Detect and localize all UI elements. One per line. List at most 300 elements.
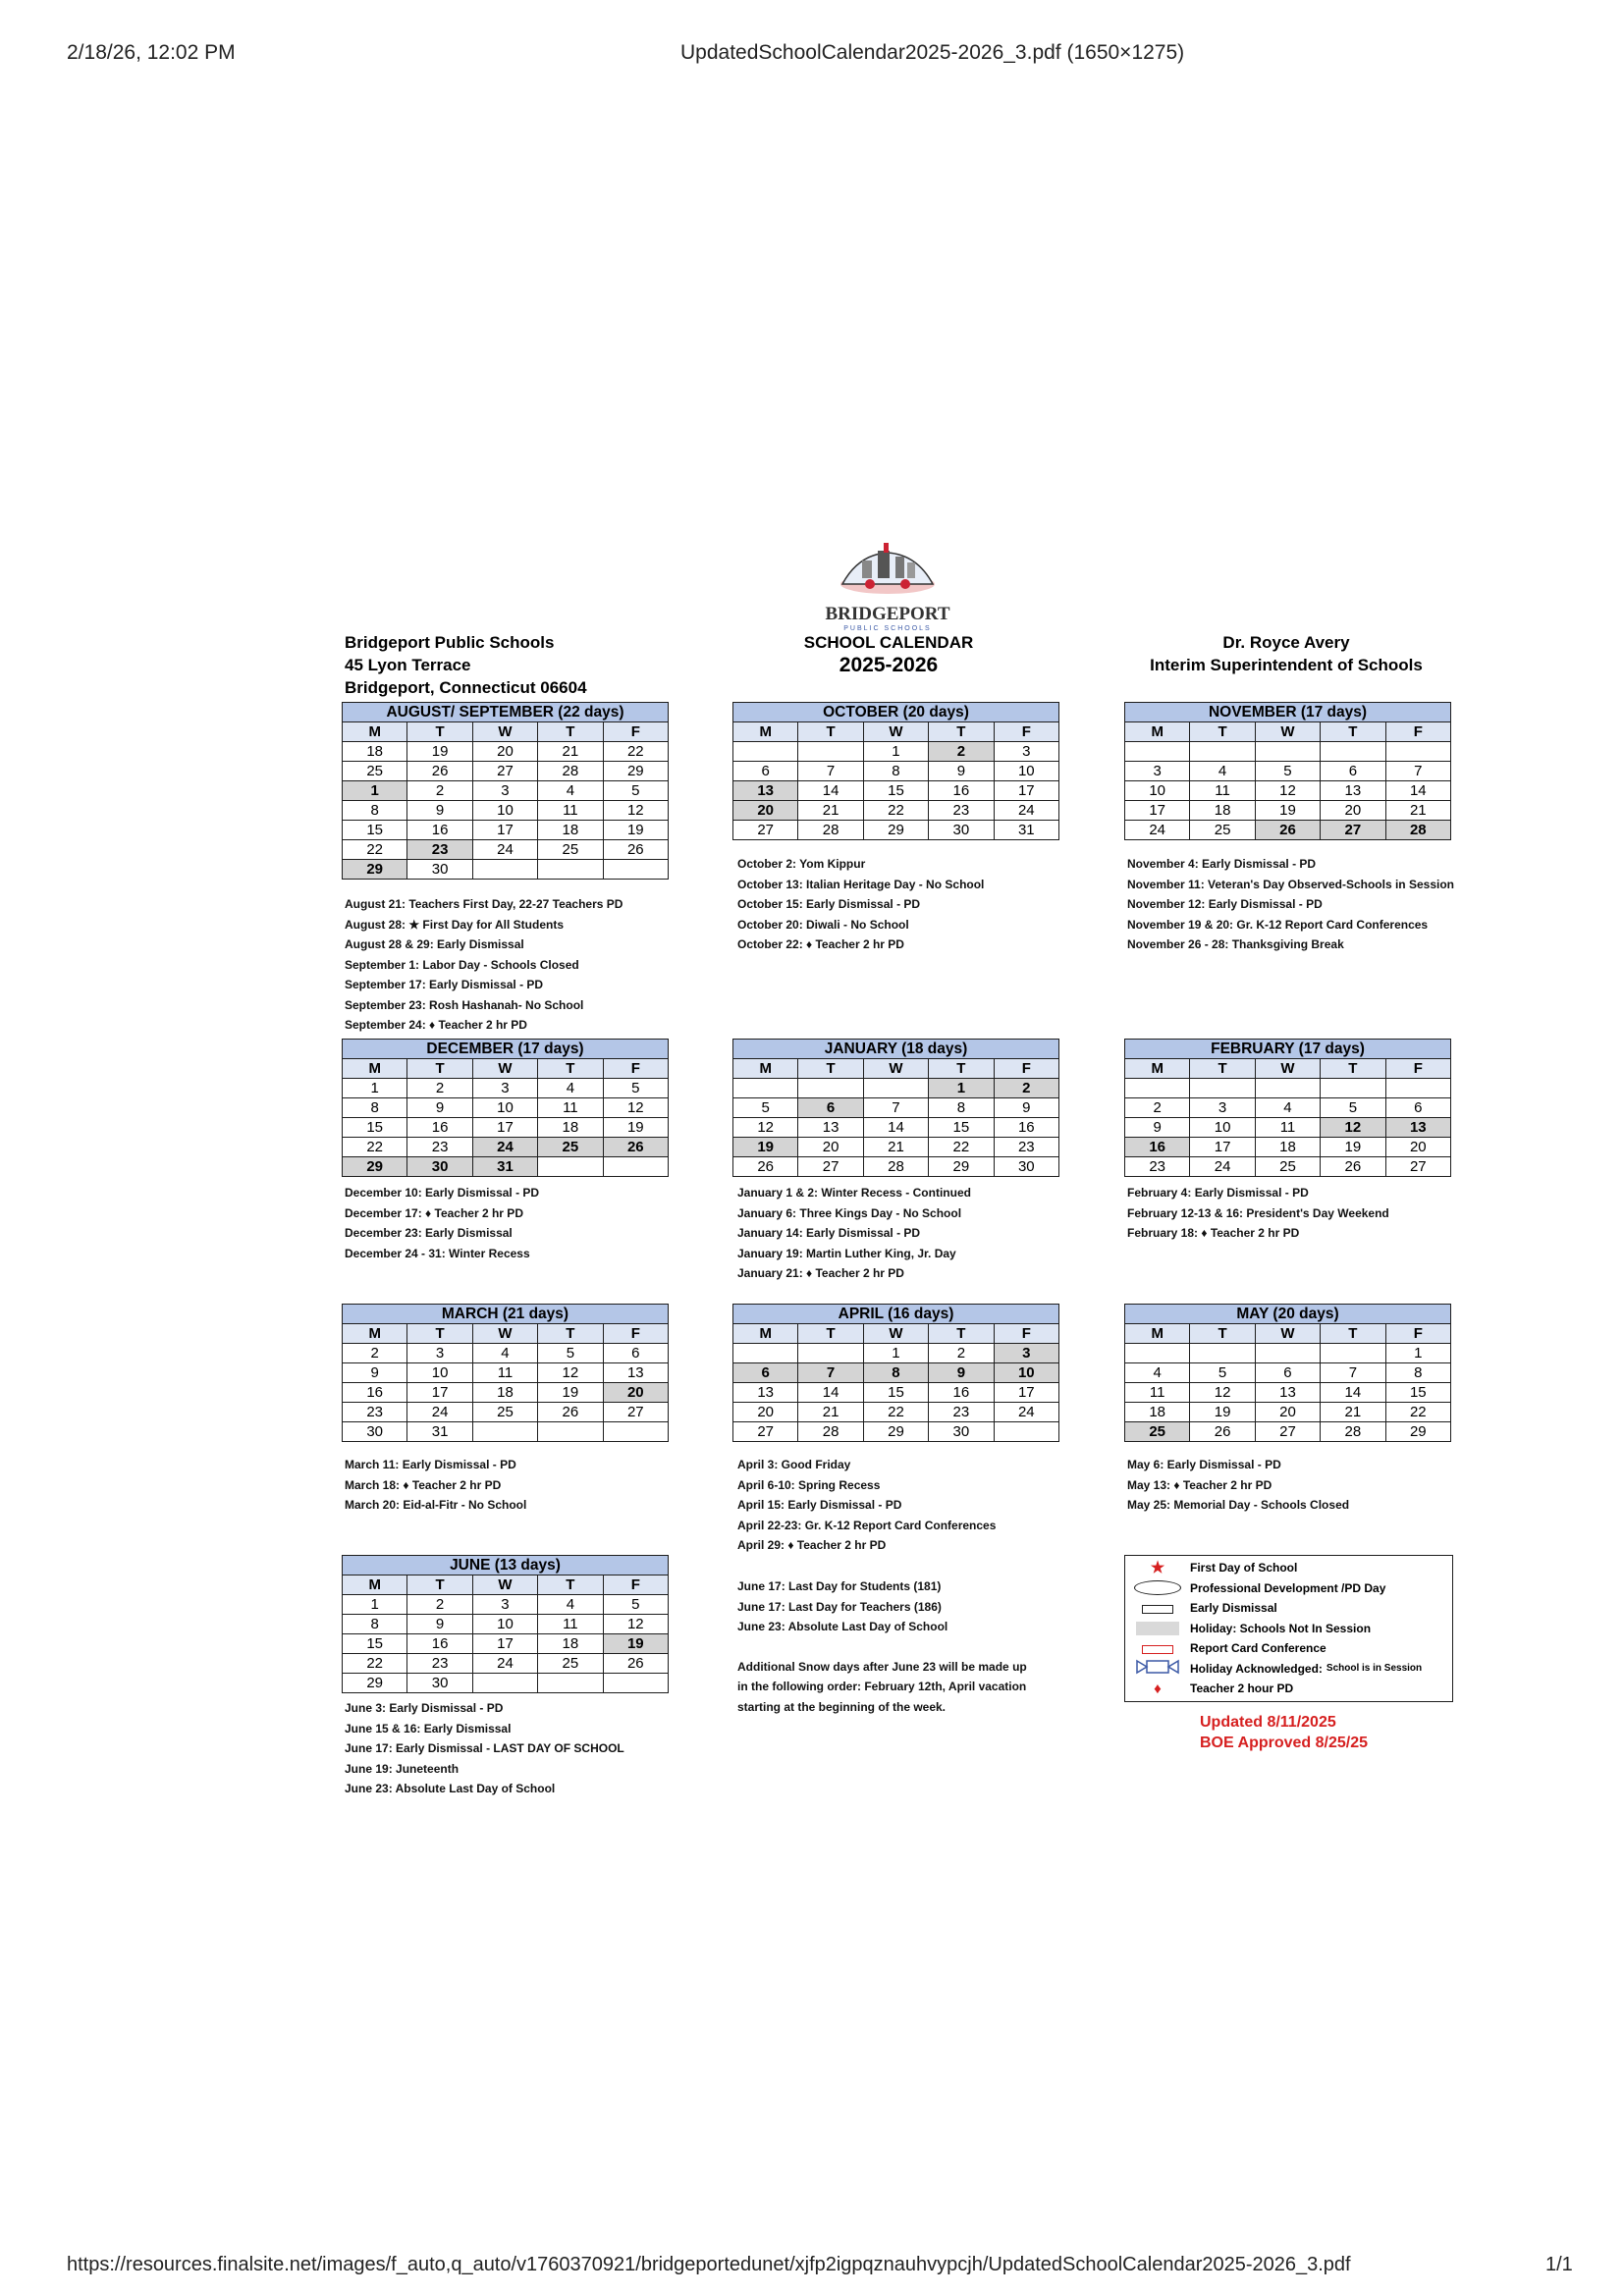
day-cell bbox=[863, 1079, 928, 1098]
last-day-line: June 23: Absolute Last Day of School bbox=[737, 1620, 948, 1633]
calendar-note: March 18: ♦ Teacher 2 hr PD bbox=[345, 1477, 502, 1492]
day-cell: 24 bbox=[1125, 821, 1190, 840]
calendar-note: May 6: Early Dismissal - PD bbox=[1127, 1458, 1281, 1471]
day-cell: 10 bbox=[472, 801, 537, 821]
day-cell: 16 bbox=[407, 1118, 472, 1138]
day-header: F bbox=[994, 1324, 1058, 1344]
day-cell: 9 bbox=[407, 801, 472, 821]
ribbon-icon bbox=[1125, 1659, 1190, 1678]
calendar-note: November 4: Early Dismissal - PD bbox=[1127, 857, 1317, 871]
day-cell: 4 bbox=[538, 1595, 603, 1615]
day-cell: 24 bbox=[472, 1654, 537, 1674]
day-cell: 22 bbox=[343, 1654, 407, 1674]
day-cell: 22 bbox=[1385, 1403, 1450, 1422]
calendar-label: SCHOOL CALENDAR bbox=[803, 633, 974, 652]
day-cell: 14 bbox=[1321, 1383, 1385, 1403]
calendar-note: April 22-23: Gr. K-12 Report Card Conferences bbox=[737, 1518, 997, 1532]
day-cell: 1 bbox=[863, 742, 928, 762]
week-row bbox=[1125, 1098, 1451, 1118]
day-cell: 29 bbox=[343, 860, 407, 880]
day-header: T bbox=[538, 722, 603, 742]
day-cell: 2 bbox=[407, 1595, 472, 1615]
legend-item bbox=[1125, 1679, 1452, 1699]
day-cell: 26 bbox=[603, 1654, 668, 1674]
day-cell bbox=[1255, 742, 1320, 762]
day-cell: 12 bbox=[1255, 781, 1320, 801]
day-header: F bbox=[603, 722, 668, 742]
calendar-note: June 17: Early Dismissal - LAST DAY OF SCHOOL bbox=[345, 1741, 624, 1755]
day-cell: 21 bbox=[538, 742, 603, 762]
day-cell: 9 bbox=[407, 1615, 472, 1634]
day-header: M bbox=[343, 722, 407, 742]
day-header: M bbox=[1125, 1324, 1190, 1344]
day-cell: 29 bbox=[1385, 1422, 1450, 1442]
day-cell: 12 bbox=[538, 1363, 603, 1383]
day-cell: 26 bbox=[603, 840, 668, 860]
day-cell: 15 bbox=[929, 1118, 994, 1138]
legend bbox=[1124, 1555, 1453, 1702]
day-cell: 7 bbox=[1321, 1363, 1385, 1383]
day-cell: 19 bbox=[603, 821, 668, 840]
day-cell: 2 bbox=[994, 1079, 1058, 1098]
day-cell: 18 bbox=[472, 1383, 537, 1403]
calendar-note: February 4: Early Dismissal - PD bbox=[1127, 1186, 1309, 1200]
day-cell: 8 bbox=[929, 1098, 994, 1118]
week-row bbox=[343, 1098, 669, 1118]
calendar-heading bbox=[795, 631, 982, 677]
day-header: W bbox=[1255, 1059, 1320, 1079]
page-indicator: 1/1 bbox=[1545, 2254, 1573, 2275]
day-cell: 4 bbox=[538, 781, 603, 801]
day-header: T bbox=[798, 1324, 863, 1344]
day-cell: 16 bbox=[994, 1118, 1058, 1138]
calendar-note: September 24: ♦ Teacher 2 hr PD bbox=[345, 1018, 527, 1032]
day-cell: 13 bbox=[733, 1383, 798, 1403]
day-cell: 24 bbox=[407, 1403, 472, 1422]
day-cell: 5 bbox=[1321, 1098, 1385, 1118]
calendar-note: April 6-10: Spring Recess bbox=[737, 1477, 881, 1492]
notes-february bbox=[1127, 1183, 1461, 1244]
day-cell bbox=[798, 1344, 863, 1363]
week-row bbox=[733, 821, 1059, 840]
week-row bbox=[1125, 1118, 1451, 1138]
day-cell: 5 bbox=[733, 1098, 798, 1118]
legend-label: First Day of School bbox=[1190, 1561, 1298, 1575]
day-cell: 15 bbox=[343, 1118, 407, 1138]
week-row bbox=[343, 801, 669, 821]
print-url: https://resources.finalsite.net/images/f_auto,q_auto/v1760370921/bridgeportedunet/xjfp2igpqznauhvypcjh/UpdatedSchoolCalendar2025-2026_3.pdf bbox=[67, 2254, 1351, 2275]
week-row bbox=[733, 1344, 1059, 1363]
gray-box-icon bbox=[1125, 1621, 1190, 1635]
day-header: T bbox=[929, 1059, 994, 1079]
day-cell bbox=[1190, 742, 1255, 762]
day-header: T bbox=[407, 722, 472, 742]
day-header: M bbox=[343, 1324, 407, 1344]
day-cell: 25 bbox=[538, 1138, 603, 1157]
day-cell: 14 bbox=[798, 1383, 863, 1403]
day-cell bbox=[1321, 1079, 1385, 1098]
day-header: F bbox=[603, 1324, 668, 1344]
day-cell: 15 bbox=[343, 1634, 407, 1654]
district-name: Bridgeport Public Schools bbox=[345, 633, 555, 652]
day-cell: 30 bbox=[343, 1422, 407, 1442]
day-cell: 29 bbox=[863, 1422, 928, 1442]
day-cell: 23 bbox=[994, 1138, 1058, 1157]
calendar-note: February 12-13 & 16: President's Day Weekend bbox=[1127, 1205, 1389, 1220]
day-cell bbox=[1255, 1079, 1320, 1098]
day-header: T bbox=[538, 1324, 603, 1344]
day-header: T bbox=[407, 1575, 472, 1595]
day-cell: 20 bbox=[603, 1383, 668, 1403]
day-cell: 24 bbox=[472, 840, 537, 860]
month-june bbox=[342, 1555, 669, 1693]
week-row bbox=[343, 1403, 669, 1422]
week-row bbox=[343, 1363, 669, 1383]
day-cell: 1 bbox=[343, 1079, 407, 1098]
day-cell: 15 bbox=[343, 821, 407, 840]
calendar-note: June 15 & 16: Early Dismissal bbox=[345, 1721, 512, 1735]
day-cell: 2 bbox=[407, 1079, 472, 1098]
week-row bbox=[1125, 821, 1451, 840]
oval-icon bbox=[1125, 1580, 1190, 1595]
week-row bbox=[343, 860, 669, 880]
day-cell: 13 bbox=[1321, 781, 1385, 801]
day-cell: 5 bbox=[603, 781, 668, 801]
week-row bbox=[733, 1383, 1059, 1403]
day-cell: 13 bbox=[1385, 1118, 1450, 1138]
day-cell: 12 bbox=[1321, 1118, 1385, 1138]
day-cell: 8 bbox=[343, 1098, 407, 1118]
day-cell: 20 bbox=[798, 1138, 863, 1157]
red-bar-icon bbox=[1125, 1641, 1190, 1655]
day-cell: 3 bbox=[472, 1595, 537, 1615]
day-cell bbox=[1125, 1079, 1190, 1098]
day-cell: 9 bbox=[929, 1363, 994, 1383]
day-cell: 18 bbox=[538, 1118, 603, 1138]
week-row bbox=[1125, 1403, 1451, 1422]
week-row bbox=[343, 1344, 669, 1363]
day-cell: 23 bbox=[407, 1654, 472, 1674]
day-cell: 6 bbox=[603, 1344, 668, 1363]
day-cell: 12 bbox=[1190, 1383, 1255, 1403]
day-cell: 24 bbox=[994, 1403, 1058, 1422]
week-row bbox=[733, 1118, 1059, 1138]
day-cell: 8 bbox=[863, 762, 928, 781]
day-cell: 2 bbox=[929, 742, 994, 762]
day-cell: 19 bbox=[1321, 1138, 1385, 1157]
week-row bbox=[733, 1422, 1059, 1442]
day-cell bbox=[798, 1079, 863, 1098]
day-cell bbox=[472, 1674, 537, 1693]
day-cell: 28 bbox=[1385, 821, 1450, 840]
week-row bbox=[343, 781, 669, 801]
day-cell: 6 bbox=[733, 762, 798, 781]
day-cell: 17 bbox=[407, 1383, 472, 1403]
day-cell bbox=[538, 1157, 603, 1177]
calendar-note: November 12: Early Dismissal - PD bbox=[1127, 897, 1323, 911]
calendar-note: January 6: Three Kings Day - No School bbox=[737, 1205, 962, 1220]
day-cell: 19 bbox=[603, 1634, 668, 1654]
day-header: F bbox=[994, 722, 1058, 742]
address-line-2: Bridgeport, Connecticut 06604 bbox=[345, 678, 587, 697]
day-cell: 6 bbox=[733, 1363, 798, 1383]
legend-item bbox=[1125, 1558, 1452, 1578]
day-cell: 1 bbox=[343, 1595, 407, 1615]
day-cell: 5 bbox=[603, 1079, 668, 1098]
day-cell: 4 bbox=[538, 1079, 603, 1098]
day-cell: 3 bbox=[1125, 762, 1190, 781]
superintendent-block bbox=[1139, 631, 1434, 676]
legend-label: Report Card Conference bbox=[1190, 1641, 1326, 1656]
week-row bbox=[733, 781, 1059, 801]
calendar-note: October 2: Yom Kippur bbox=[737, 857, 866, 871]
week-row bbox=[733, 742, 1059, 762]
month-november bbox=[1124, 702, 1451, 840]
month-may bbox=[1124, 1304, 1451, 1442]
day-cell bbox=[1125, 742, 1190, 762]
day-cell: 6 bbox=[1385, 1098, 1450, 1118]
day-cell: 13 bbox=[1255, 1383, 1320, 1403]
month-march bbox=[342, 1304, 669, 1442]
day-cell bbox=[538, 1674, 603, 1693]
day-header: W bbox=[863, 1059, 928, 1079]
notes-january bbox=[737, 1183, 1071, 1284]
day-cell: 22 bbox=[863, 1403, 928, 1422]
day-cell: 12 bbox=[603, 1615, 668, 1634]
day-cell: 15 bbox=[863, 1383, 928, 1403]
day-header: F bbox=[1385, 722, 1450, 742]
day-header: M bbox=[343, 1059, 407, 1079]
month-title: NOVEMBER (17 days) bbox=[1125, 703, 1451, 722]
superintendent-name: Dr. Royce Avery bbox=[1222, 633, 1350, 652]
day-cell: 3 bbox=[1190, 1098, 1255, 1118]
day-cell: 17 bbox=[994, 781, 1058, 801]
day-cell: 22 bbox=[343, 1138, 407, 1157]
week-row bbox=[343, 1634, 669, 1654]
calendar-note: April 3: Good Friday bbox=[737, 1458, 851, 1471]
calendar-note: June 3: Early Dismissal - PD bbox=[345, 1701, 504, 1715]
day-cell: 30 bbox=[929, 1422, 994, 1442]
day-cell bbox=[733, 1079, 798, 1098]
day-cell: 22 bbox=[343, 840, 407, 860]
calendar-note: February 18: ♦ Teacher 2 hr PD bbox=[1127, 1226, 1300, 1240]
day-cell: 16 bbox=[407, 821, 472, 840]
day-cell: 27 bbox=[1321, 821, 1385, 840]
day-cell: 10 bbox=[407, 1363, 472, 1383]
address-line-1: 45 Lyon Terrace bbox=[345, 656, 471, 674]
day-cell: 20 bbox=[472, 742, 537, 762]
day-cell: 14 bbox=[1385, 781, 1450, 801]
day-cell: 16 bbox=[407, 1634, 472, 1654]
legend-item bbox=[1125, 1598, 1452, 1619]
day-cell bbox=[472, 860, 537, 880]
day-cell: 29 bbox=[343, 1674, 407, 1693]
calendar-note: November 26 - 28: Thanksgiving Break bbox=[1127, 937, 1344, 951]
day-cell: 26 bbox=[407, 762, 472, 781]
day-cell: 29 bbox=[343, 1157, 407, 1177]
week-row bbox=[343, 1383, 669, 1403]
week-row bbox=[343, 1118, 669, 1138]
day-header: W bbox=[863, 1324, 928, 1344]
week-row bbox=[343, 1079, 669, 1098]
day-cell: 26 bbox=[1255, 821, 1320, 840]
day-cell: 7 bbox=[1385, 762, 1450, 781]
legend-item bbox=[1125, 1659, 1452, 1680]
notes-october bbox=[737, 854, 1071, 955]
calendar-note: October 20: Diwali - No School bbox=[737, 917, 909, 932]
day-header: M bbox=[733, 1324, 798, 1344]
day-cell: 6 bbox=[798, 1098, 863, 1118]
day-cell: 30 bbox=[407, 1157, 472, 1177]
diamond-icon: ♦ bbox=[1154, 1680, 1162, 1697]
day-cell: 11 bbox=[1255, 1118, 1320, 1138]
day-cell: 13 bbox=[733, 781, 798, 801]
week-row bbox=[1125, 1157, 1451, 1177]
day-cell: 29 bbox=[863, 821, 928, 840]
month-january bbox=[732, 1039, 1059, 1177]
day-cell: 28 bbox=[798, 1422, 863, 1442]
day-header: M bbox=[343, 1575, 407, 1595]
calendar-note: October 15: Early Dismissal - PD bbox=[737, 897, 921, 911]
notes-june bbox=[345, 1698, 678, 1799]
week-row bbox=[733, 801, 1059, 821]
legend-sublabel: School is in Session bbox=[1326, 1663, 1423, 1675]
day-header: F bbox=[603, 1059, 668, 1079]
day-cell: 19 bbox=[1255, 801, 1320, 821]
day-cell: 5 bbox=[538, 1344, 603, 1363]
week-row bbox=[733, 1138, 1059, 1157]
day-cell: 14 bbox=[863, 1118, 928, 1138]
snow-day-line: starting at the beginning of the week. bbox=[737, 1699, 947, 1714]
calendar-note: August 21: Teachers First Day, 22-27 Teachers PD bbox=[345, 897, 623, 911]
day-cell bbox=[798, 742, 863, 762]
day-cell: 10 bbox=[994, 1363, 1058, 1383]
day-cell: 25 bbox=[538, 1654, 603, 1674]
print-doc-title: UpdatedSchoolCalendar2025-2026_3.pdf (1650×1275) bbox=[680, 41, 1185, 64]
calendar-note: November 11: Veteran's Day Observed-Schools in Session bbox=[1127, 877, 1454, 891]
legend-label: Professional Development /PD Day bbox=[1190, 1580, 1386, 1595]
calendar-note: December 10: Early Dismissal - PD bbox=[345, 1186, 540, 1200]
legend-item bbox=[1125, 1619, 1452, 1639]
calendar-note: September 17: Early Dismissal - PD bbox=[345, 978, 544, 991]
day-cell: 11 bbox=[538, 1098, 603, 1118]
day-cell: 30 bbox=[407, 860, 472, 880]
week-row bbox=[343, 1422, 669, 1442]
day-cell: 12 bbox=[603, 1098, 668, 1118]
day-cell: 3 bbox=[472, 1079, 537, 1098]
week-row bbox=[1125, 1344, 1451, 1363]
week-row bbox=[343, 1138, 669, 1157]
legend-item bbox=[1125, 1638, 1452, 1659]
day-cell: 12 bbox=[603, 801, 668, 821]
day-cell: 27 bbox=[1385, 1157, 1450, 1177]
week-row bbox=[343, 742, 669, 762]
calendar-note: August 28 & 29: Early Dismissal bbox=[345, 937, 524, 951]
day-cell: 23 bbox=[929, 801, 994, 821]
last-day-info bbox=[737, 1576, 1071, 1717]
month-title: FEBRUARY (17 days) bbox=[1125, 1040, 1451, 1059]
day-cell: 9 bbox=[1125, 1118, 1190, 1138]
day-header: T bbox=[407, 1059, 472, 1079]
day-cell: 21 bbox=[798, 801, 863, 821]
day-header: T bbox=[1190, 722, 1255, 742]
day-cell bbox=[538, 1422, 603, 1442]
day-header: T bbox=[407, 1324, 472, 1344]
week-row bbox=[343, 1157, 669, 1177]
day-cell: 16 bbox=[343, 1383, 407, 1403]
day-cell: 27 bbox=[1255, 1422, 1320, 1442]
day-header: T bbox=[538, 1575, 603, 1595]
day-cell: 28 bbox=[863, 1157, 928, 1177]
day-cell: 15 bbox=[1385, 1383, 1450, 1403]
day-header: T bbox=[798, 722, 863, 742]
calendar-note: March 11: Early Dismissal - PD bbox=[345, 1458, 516, 1471]
day-cell: 5 bbox=[1190, 1363, 1255, 1383]
day-cell: 19 bbox=[407, 742, 472, 762]
day-cell bbox=[1255, 1344, 1320, 1363]
week-row bbox=[733, 762, 1059, 781]
day-header: W bbox=[863, 722, 928, 742]
week-row bbox=[1125, 1138, 1451, 1157]
day-cell: 2 bbox=[343, 1344, 407, 1363]
day-cell: 24 bbox=[1190, 1157, 1255, 1177]
notes-aug-sep bbox=[345, 894, 678, 1036]
calendar-note: October 13: Italian Heritage Day - No School bbox=[737, 877, 985, 891]
day-cell: 2 bbox=[407, 781, 472, 801]
week-row bbox=[733, 1157, 1059, 1177]
day-cell: 25 bbox=[1125, 1422, 1190, 1442]
district-address bbox=[345, 631, 587, 699]
week-row bbox=[343, 762, 669, 781]
day-header: T bbox=[1321, 722, 1385, 742]
school-building-icon bbox=[819, 533, 956, 600]
legend-label: Holiday: Schools Not In Session bbox=[1190, 1621, 1372, 1635]
week-row bbox=[733, 1403, 1059, 1422]
calendar-note: September 1: Labor Day - Schools Closed bbox=[345, 957, 579, 972]
day-cell: 13 bbox=[603, 1363, 668, 1383]
legend-label: Teacher 2 hour PD bbox=[1190, 1682, 1294, 1696]
day-cell: 17 bbox=[994, 1383, 1058, 1403]
day-cell: 13 bbox=[798, 1118, 863, 1138]
day-cell: 10 bbox=[1125, 781, 1190, 801]
day-cell: 4 bbox=[1255, 1098, 1320, 1118]
day-cell: 4 bbox=[472, 1344, 537, 1363]
month-title: DECEMBER (17 days) bbox=[343, 1040, 669, 1059]
week-row bbox=[1125, 762, 1451, 781]
school-year: 2025-2026 bbox=[839, 654, 939, 676]
day-cell: 31 bbox=[994, 821, 1058, 840]
day-cell: 8 bbox=[343, 1615, 407, 1634]
week-row bbox=[1125, 1383, 1451, 1403]
day-cell: 1 bbox=[929, 1079, 994, 1098]
day-header: T bbox=[1321, 1324, 1385, 1344]
week-row bbox=[1125, 1079, 1451, 1098]
calendar-note: January 14: Early Dismissal - PD bbox=[737, 1226, 921, 1240]
notes-december bbox=[345, 1183, 678, 1263]
day-cell bbox=[1385, 1079, 1450, 1098]
day-header: W bbox=[472, 722, 537, 742]
calendar-note: December 23: Early Dismissal bbox=[345, 1226, 513, 1240]
calendar-note: April 29: ♦ Teacher 2 hr PD bbox=[737, 1538, 887, 1552]
calendar-note: November 19 & 20: Gr. K-12 Report Card Conferences bbox=[1127, 917, 1429, 932]
day-cell: 23 bbox=[929, 1403, 994, 1422]
day-cell: 23 bbox=[343, 1403, 407, 1422]
day-cell: 17 bbox=[1125, 801, 1190, 821]
week-row bbox=[1125, 801, 1451, 821]
day-header: T bbox=[538, 1059, 603, 1079]
month-title: JANUARY (18 days) bbox=[733, 1040, 1059, 1059]
boe-approved: BOE Approved 8/25/25 bbox=[1200, 1735, 1369, 1751]
